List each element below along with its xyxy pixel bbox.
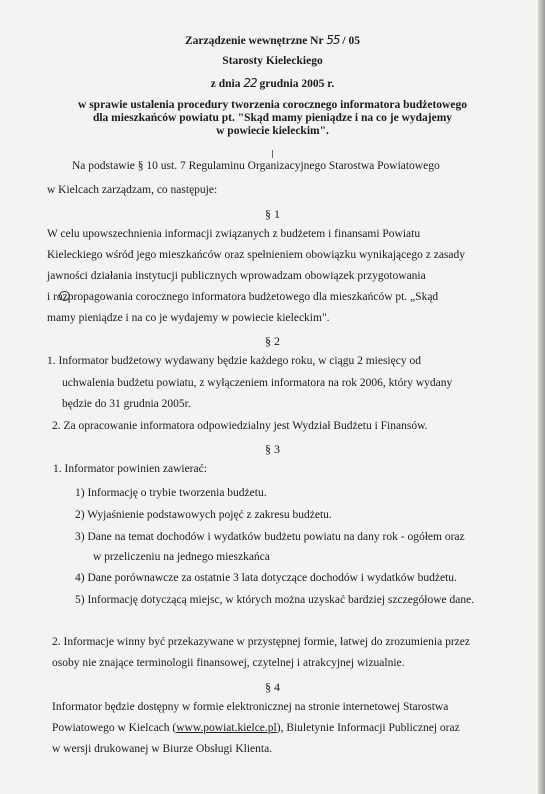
subject-line-2: dla mieszkańców powiatu pt. "Skąd mamy pieniądze i na co je wydajemy	[92, 112, 453, 124]
date-suffix: grudnia 2005 r.	[259, 78, 335, 90]
s4-line-3: w wersji drukowanej w Biurze Obsługi Klienta.	[52, 743, 273, 755]
section-3-heading: § 3	[265, 442, 280, 456]
title-prefix: Zarządzenie wewnętrzne Nr	[185, 35, 324, 47]
intro-line-1: Na podstawie § 10 ust. 7 Regulaminu Organizacyjnego Starostwa Powiatowego	[72, 160, 440, 172]
s1-line-5: mamy pieniądze i na co je wydajemy w powiecie kieleckim".	[47, 312, 330, 324]
s1-line-4: i rozpropagowania corocznego informatora budżetowego dla mieszkańców pt. „Skąd	[47, 291, 439, 303]
s2-item1-line-3: będzie do 31 grudnia 2005r.	[62, 398, 191, 410]
s3-sub-3-line-1: 3) Dane na temat dochodów i wydatków budżetu powiatu na dany rok - ogółem oraz	[75, 531, 465, 543]
s3-item2-line-2: osoby nie znające terminologii finansowej, czytelnej i atrakcyjnej wizualnie.	[52, 657, 405, 669]
s4-line-2-prefix: Powiatowego w Kielcach (	[52, 722, 177, 734]
s2-item2: 2. Za opracowanie informatora odpowiedzialny jest Wydział Budżetu i Finansów.	[52, 420, 428, 432]
handwritten-number: 55	[326, 33, 340, 47]
scan-edge-shadow	[538, 0, 545, 794]
s4-line-1: Informator będzie dostępny w formie elektronicznej na stronie internetowej Starostwa	[52, 701, 449, 713]
s2-item1-line-1: 1. Informator budżetowy wydawany będzie każdego roku, w ciągu 2 miesięcy od	[47, 355, 421, 367]
s3-sub-4: 4) Dane porównawcze za ostatnie 3 lata dotyczące dochodów i wydatków budżetu.	[75, 572, 457, 584]
issuer: Starosty Kieleckiego	[222, 55, 323, 67]
s3-sub-1: 1) Informację o trybie tworzenia budżetu.	[75, 487, 267, 499]
subject-line-3: w powiecie kieleckim".	[216, 125, 329, 137]
document-date	[0, 76, 545, 90]
s1-line-3: jawności działania instytucji publicznych wprowadzam obowiązek przygotowania	[47, 270, 426, 282]
section-4-heading: § 4	[265, 680, 280, 694]
subject-line-1: w sprawie ustalenia procedury tworzenia corocznego informatora budżetowego	[78, 99, 467, 111]
s2-item1-line-2: uchwalenia budżetu powiatu, z wyłączeniem informatora na rok 2006, który wydany	[62, 377, 453, 389]
s3-sub-2: 2) Wyjaśnienie podstawowych pojęć z zakresu budżetu.	[75, 509, 332, 521]
s4-line-2-suffix: ), Biuletynie Informacji Publicznej oraz	[276, 722, 460, 734]
title-suffix: / 05	[342, 35, 360, 47]
document-title	[0, 33, 545, 47]
section-1-heading: § 1	[265, 207, 280, 221]
date-prefix: z dnia	[210, 78, 241, 90]
s3-item1: 1. Informator powinien zawierać:	[53, 463, 207, 475]
s3-item2-line-1: 2. Informacje winny być przekazywane w przystępnej formie, łatwej do zrozumienia przez	[52, 636, 470, 648]
s1-line-2: Kieleckiego wśród jego mieszkańców oraz spełnieniem obowiązku wynikającego z zasady	[47, 249, 465, 261]
s4-line-2	[52, 722, 460, 734]
website-link[interactable]: www.powiat.kielce.pl	[176, 722, 277, 734]
section-2-heading: § 2	[265, 334, 280, 348]
s3-sub-3-line-2: w przeliczeniu na jednego mieszkańca	[93, 551, 270, 563]
s3-sub-5: 5) Informację dotyczącą miejsc, w których można uzyskać bardziej szczegółowe dane.	[75, 594, 475, 606]
pen-mark	[272, 150, 273, 158]
ink-blot	[59, 291, 70, 301]
s1-line-1: W celu upowszechnienia informacji związanych z budżetem i finansami Powiatu	[47, 228, 421, 240]
handwritten-day: 22	[243, 76, 257, 90]
intro-line-2: w Kielcach zarządzam, co następuje:	[47, 184, 218, 196]
